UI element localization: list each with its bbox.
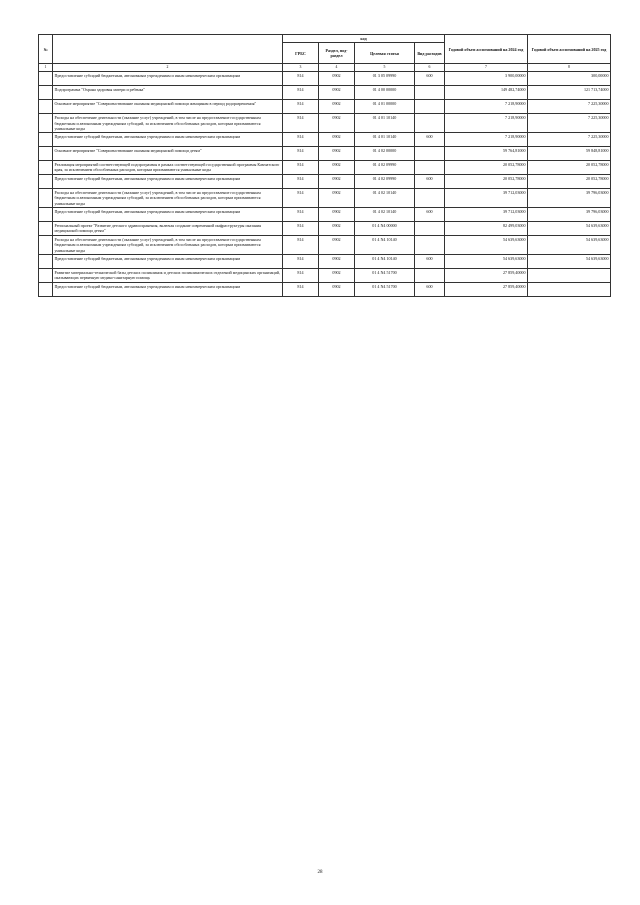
cell-2025: 54 639,63000 <box>528 255 611 269</box>
cell-grbs: 814 <box>283 86 319 100</box>
cell-2024: 7 218,90000 <box>445 133 528 147</box>
cell-expense-type <box>415 189 445 208</box>
cell-expense-type <box>415 269 445 283</box>
cell-expense-type <box>415 86 445 100</box>
cell-section: 0902 <box>319 114 355 133</box>
cell-expense-type: 600 <box>415 175 445 189</box>
table-row <box>39 114 611 133</box>
cell-2025: 7 225,30000 <box>528 100 611 114</box>
cell-name: Предоставление субсидий бюджетным, автономным учреждениям и иным некоммерческим организациям <box>53 72 283 86</box>
table-row <box>39 175 611 189</box>
cell-2025: 20 052,78000 <box>528 161 611 175</box>
cell-grbs: 814 <box>283 222 319 236</box>
cell-2024: 149 482,74000 <box>445 86 528 100</box>
cell-expense-type <box>415 114 445 133</box>
cell-num <box>39 255 53 269</box>
cell-section: 0902 <box>319 72 355 86</box>
col-grbs: ГРБС <box>283 43 319 64</box>
cell-article: 01 4 N4 10140 <box>355 255 415 269</box>
cell-expense-type <box>415 147 445 161</box>
cell-name: Предоставление субсидий бюджетным, автономным учреждениям и иным некоммерческим организациям <box>53 255 283 269</box>
table-row <box>39 133 611 147</box>
cell-name: Расходы на обеспечение деятельности (оказание услуг) учреждений, в том числе на предоставление государственным бюджетным и автономным учреждениям субсидий, за исключением обособленных расходов, которым присваиваются уникальные коды <box>53 189 283 208</box>
cell-2025: 121 713,74000 <box>528 86 611 100</box>
cell-2024: 7 218,90000 <box>445 114 528 133</box>
cell-num <box>39 100 53 114</box>
cell-expense-type <box>415 236 445 255</box>
table-row <box>39 222 611 236</box>
cell-2025 <box>528 283 611 297</box>
cell-grbs: 814 <box>283 236 319 255</box>
cell-section: 0902 <box>319 283 355 297</box>
cell-name: Основное мероприятие "Совершенствование оказания медицинской помощи детям" <box>53 147 283 161</box>
table-row <box>39 72 611 86</box>
cell-2024: 3 900,00000 <box>445 72 528 86</box>
cell-section: 0902 <box>319 189 355 208</box>
cell-grbs: 814 <box>283 133 319 147</box>
table-row <box>39 100 611 114</box>
page-number: 28 <box>317 870 323 875</box>
cell-article: 01 4 02 10140 <box>355 189 415 208</box>
cell-num <box>39 133 53 147</box>
cell-2024: 39 712,03000 <box>445 189 528 208</box>
cell-grbs: 814 <box>283 114 319 133</box>
cell-expense-type: 600 <box>415 283 445 297</box>
table-body <box>39 72 611 297</box>
cell-grbs: 814 <box>283 255 319 269</box>
cell-2024: 59 764,81000 <box>445 147 528 161</box>
cell-num <box>39 72 53 86</box>
cell-2025: 39 796,03000 <box>528 208 611 222</box>
cell-article: 01 4 N4 00000 <box>355 222 415 236</box>
cell-name: Основное мероприятие "Совершенствование оказания медицинской помощи женщинам в период родоразрешения" <box>53 100 283 114</box>
cell-2025: 7 225,30000 <box>528 133 611 147</box>
cell-2024: 7 218,90000 <box>445 100 528 114</box>
cell-num <box>39 283 53 297</box>
cell-section: 0902 <box>319 161 355 175</box>
cell-num <box>39 147 53 161</box>
budget-table-page <box>38 34 610 297</box>
cell-article: 01 4 01 10140 <box>355 133 415 147</box>
cell-article: 01 4 01 10140 <box>355 114 415 133</box>
cell-section: 0902 <box>319 222 355 236</box>
cell-name: Предоставление субсидий бюджетным, автономным учреждениям и иным некоммерческим организациям <box>53 175 283 189</box>
cell-article: 01 4 N4 10140 <box>355 236 415 255</box>
cell-expense-type: 600 <box>415 255 445 269</box>
cell-2024: 20 052,78000 <box>445 175 528 189</box>
cell-article: 01 4 02 00000 <box>355 147 415 161</box>
table-row <box>39 255 611 269</box>
cell-article: 01 4 N4 51700 <box>355 283 415 297</box>
cell-num <box>39 269 53 283</box>
cell-expense-type <box>415 161 445 175</box>
cell-grbs: 814 <box>283 161 319 175</box>
cell-2024: 54 639,63000 <box>445 255 528 269</box>
cell-2024: 27 859,40000 <box>445 283 528 297</box>
cell-section: 0902 <box>319 208 355 222</box>
cell-num <box>39 86 53 100</box>
cell-num <box>39 208 53 222</box>
cell-2024: 27 859,40000 <box>445 269 528 283</box>
cell-num <box>39 222 53 236</box>
table-row <box>39 269 611 283</box>
cell-section: 0902 <box>319 133 355 147</box>
cell-grbs: 814 <box>283 208 319 222</box>
table-row <box>39 86 611 100</box>
table-row <box>39 189 611 208</box>
table-row <box>39 283 611 297</box>
col-expense-type: Вид расходов <box>415 43 445 64</box>
table-row <box>39 161 611 175</box>
cell-2025: 39 796,03000 <box>528 189 611 208</box>
cell-article: 01 4 00 00000 <box>355 86 415 100</box>
cell-expense-type: 600 <box>415 208 445 222</box>
cell-article: 01 4 02 09990 <box>355 161 415 175</box>
cell-grbs: 814 <box>283 72 319 86</box>
col-name <box>53 35 283 64</box>
cell-name: Региональный проект "Развитие детского здравоохранения, включая создание современной инфраструктуры оказания медицинской помощи детям" <box>53 222 283 236</box>
cell-name: Предоставление субсидий бюджетным, автономным учреждениям и иным некоммерческим организациям <box>53 208 283 222</box>
cell-grbs: 814 <box>283 283 319 297</box>
cell-2025 <box>528 269 611 283</box>
cell-2025: 54 639,63000 <box>528 222 611 236</box>
cell-name: Развитие материально-технической базы детских поликлиник и детских поликлинических отделений медицинских организаций, оказывающих первичную медико-санитарную помощь <box>53 269 283 283</box>
cell-name: Предоставление субсидий бюджетным, автономным учреждениям и иным некоммерческим организациям <box>53 133 283 147</box>
cell-2024: 54 639,63000 <box>445 236 528 255</box>
cell-2025: 300,00000 <box>528 72 611 86</box>
cell-2024: 82 499,03000 <box>445 222 528 236</box>
table-row <box>39 147 611 161</box>
cell-name: Расходы на обеспечение деятельности (оказание услуг) учреждений, в том числе на предоставление государственным бюджетным и автономным учреждениям субсидий, за исключением обособленных расходов, которым присваиваются уникальные коды <box>53 114 283 133</box>
cell-expense-type <box>415 222 445 236</box>
cell-section: 0902 <box>319 86 355 100</box>
cell-2025: 54 639,63000 <box>528 236 611 255</box>
cell-2025: 59 848,81000 <box>528 147 611 161</box>
cell-article: 01 4 02 09990 <box>355 175 415 189</box>
col-article: Целевая статья <box>355 43 415 64</box>
cell-grbs: 814 <box>283 147 319 161</box>
cell-name: Расходы на обеспечение деятельности (оказание услуг) учреждений, в том числе на предоставление государственным бюджетным и автономным учреждениям субсидий, за исключением обособленных расходов, которым присваиваются уникальные коды <box>53 236 283 255</box>
cell-article: 01 4 02 10140 <box>355 208 415 222</box>
col-2024: Годовой объем ассигнований на 2024 год <box>445 35 528 64</box>
col-2025: Годовой объем ассигнований на 2025 год <box>528 35 611 64</box>
cell-num <box>39 114 53 133</box>
cell-name: Реализация мероприятий соответствующей подпрограммы в рамках соответствующей государственной программы Камчатского края, за исключением обособленных расходов, которым присваиваются уникальные коды <box>53 161 283 175</box>
cell-section: 0902 <box>319 236 355 255</box>
cell-name: Подпрограмма "Охрана здоровья матери и ребенка" <box>53 86 283 100</box>
cell-section: 0902 <box>319 255 355 269</box>
cell-section: 0902 <box>319 147 355 161</box>
cell-grbs: 814 <box>283 269 319 283</box>
cell-grbs: 814 <box>283 100 319 114</box>
col-code-group: код <box>283 35 445 43</box>
cell-grbs: 814 <box>283 189 319 208</box>
cell-grbs: 814 <box>283 175 319 189</box>
cell-article: 01 4 N4 51700 <box>355 269 415 283</box>
col-num: № <box>39 35 53 64</box>
cell-expense-type <box>415 100 445 114</box>
cell-expense-type: 600 <box>415 133 445 147</box>
cell-num <box>39 236 53 255</box>
cell-section: 0902 <box>319 269 355 283</box>
column-index-row: 1 2 3 4 5 6 7 8 <box>39 64 611 72</box>
cell-num <box>39 175 53 189</box>
cell-num <box>39 161 53 175</box>
cell-article: 01 4 01 00000 <box>355 100 415 114</box>
cell-2025: 20 052,78000 <box>528 175 611 189</box>
cell-2024: 20 052,78000 <box>445 161 528 175</box>
cell-2024: 39 712,03000 <box>445 208 528 222</box>
cell-expense-type: 600 <box>415 72 445 86</box>
table-row <box>39 236 611 255</box>
cell-2025: 7 225,30000 <box>528 114 611 133</box>
cell-section: 0902 <box>319 175 355 189</box>
cell-section: 0902 <box>319 100 355 114</box>
cell-article: 01 3 05 09990 <box>355 72 415 86</box>
cell-num <box>39 189 53 208</box>
col-section: Раздел, под-раздел <box>319 43 355 64</box>
budget-table <box>38 34 611 297</box>
table-row <box>39 208 611 222</box>
cell-name: Предоставление субсидий бюджетным, автономным учреждениям и иным некоммерческим организациям <box>53 283 283 297</box>
